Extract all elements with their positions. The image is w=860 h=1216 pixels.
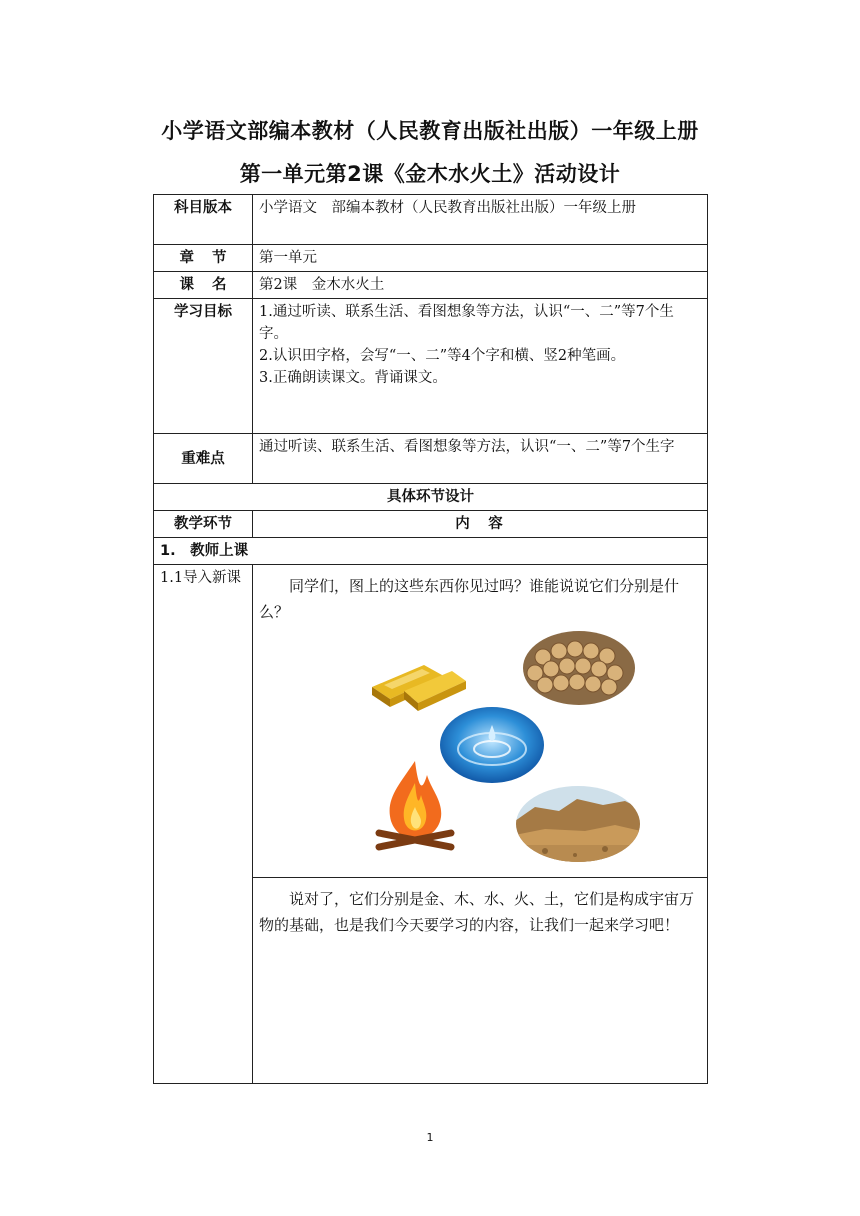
goals-cell <box>253 299 708 434</box>
wood-logs-image <box>521 629 637 707</box>
stage-column-header: 教学环节 <box>154 511 253 538</box>
intro-paragraph: 同学们，图上的这些东西你见过吗？谁能说说它们分别是什么？ <box>259 577 680 621</box>
subject-label: 科目版本 <box>154 195 253 245</box>
intro-content-cell <box>253 565 708 878</box>
design-header: 具体环节设计 <box>154 484 708 511</box>
explain-content-cell <box>253 878 708 1084</box>
explain-paragraph: 说对了，它们分别是金、木、水、火、土，它们是构成宇宙万物的基础，也是我们今天要学习的内容，让我们一起来学习吧！ <box>259 890 695 934</box>
goal-item: 1.通过听读、联系生活、看图想象等方法，认识“一、二”等7个生字。 <box>259 304 674 342</box>
five-elements-pictures <box>259 625 701 875</box>
key-label: 重难点 <box>154 434 253 484</box>
stage-label: 1.1导入新课 <box>154 565 253 1084</box>
lesson-plan-table <box>153 194 708 1084</box>
subject-value: 小学语文 部编本教材（人民教育出版社出版）一年级上册 <box>253 195 708 245</box>
chapter-label: 章节 <box>154 245 253 272</box>
goal-item: 2.认识田字格，会写“一、二”等4个字和横、竖2种笔画。 <box>259 348 626 364</box>
lesson-value: 第2课 金木水火土 <box>253 272 708 299</box>
document-title-line1: 小学语文部编本教材（人民教育出版社出版）一年级上册 <box>161 119 699 143</box>
lesson-label: 课名 <box>154 272 253 299</box>
chapter-value: 第一单元 <box>253 245 708 272</box>
soil-image <box>515 785 641 863</box>
goal-item: 3.正确朗读课文。背诵课文。 <box>259 370 447 386</box>
key-value: 通过听读、联系生活、看图想象等方法，认识“一、二”等7个生字 <box>253 434 708 484</box>
section-title: 1. 教师上课 <box>154 538 708 565</box>
document-title-line2: 第一单元第2课《金木水火土》活动设计 <box>239 162 621 186</box>
page-number: 1 <box>426 1131 434 1144</box>
fire-image <box>369 755 461 855</box>
gold-bars-image <box>364 647 472 713</box>
content-column-header: 内 容 <box>253 511 708 538</box>
goals-label: 学习目标 <box>154 299 253 434</box>
